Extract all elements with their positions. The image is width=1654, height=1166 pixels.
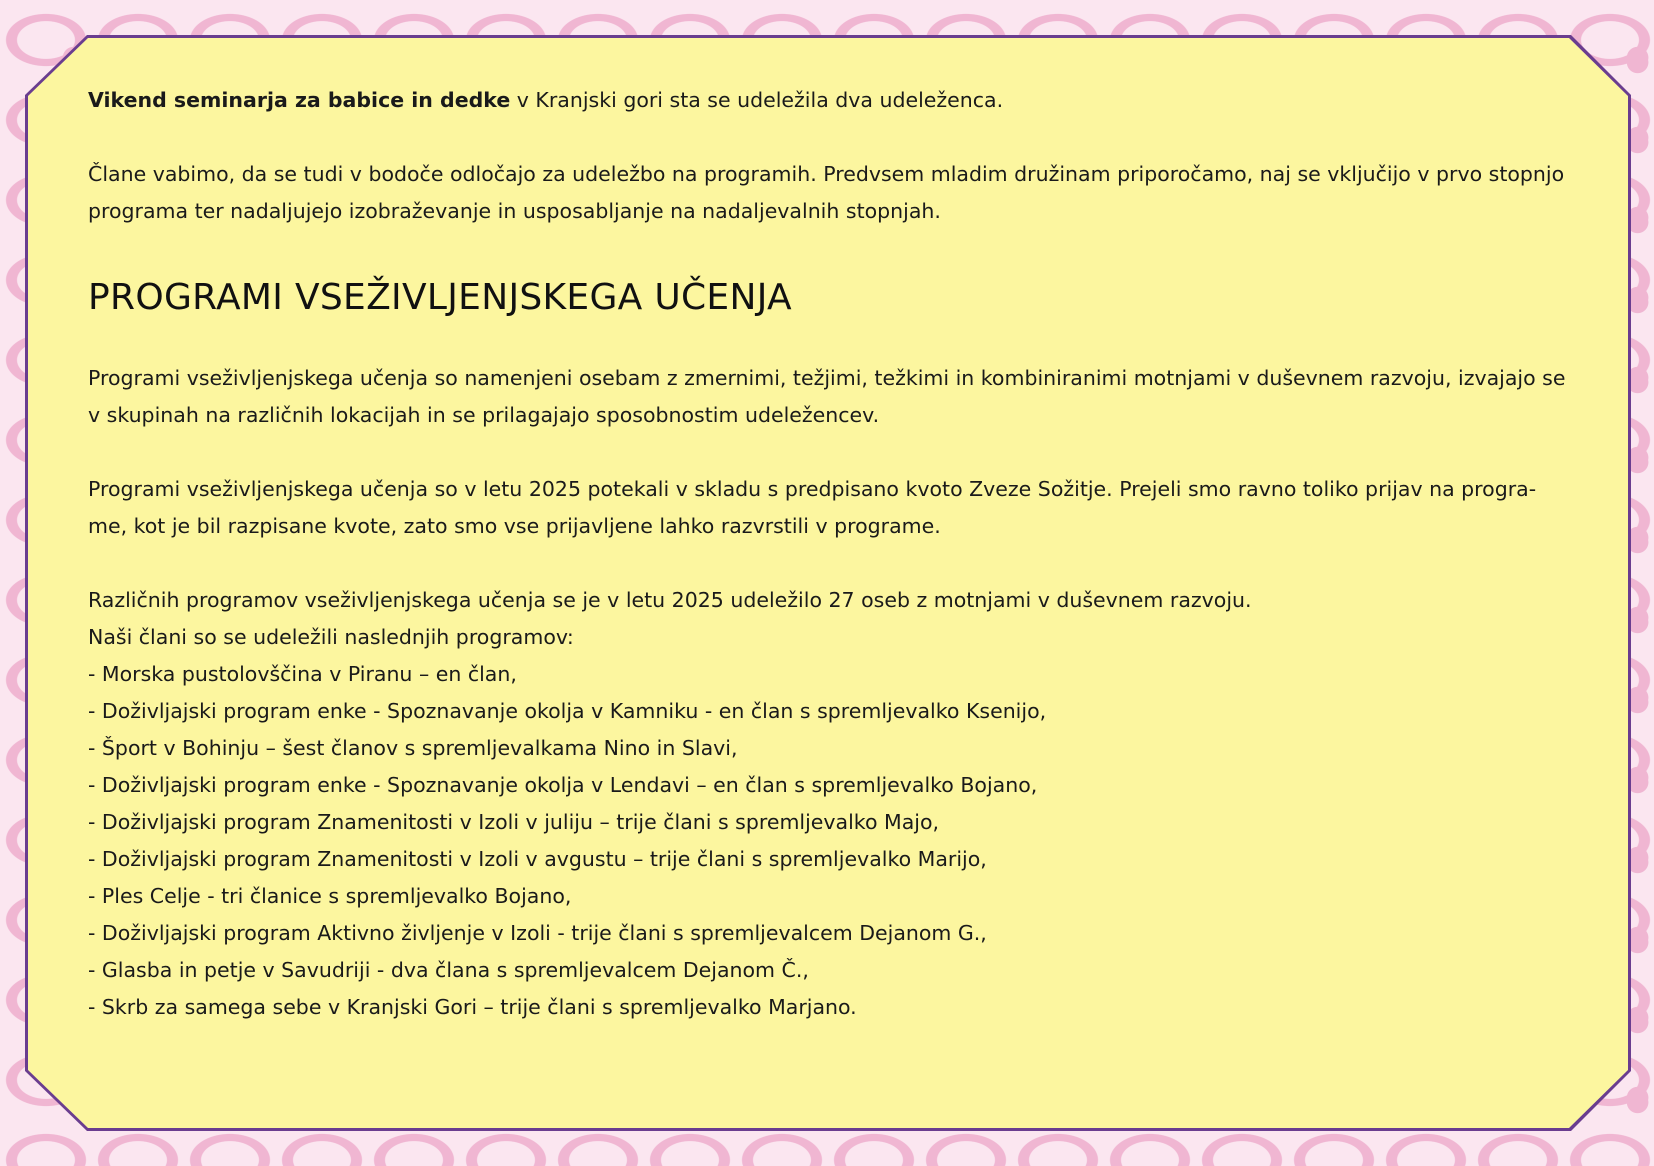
list-item: - Doživljajski program enke - Spoznavanje okolja v Kamniku - en član s spremljevalko Ksenijo, [88, 699, 1047, 723]
intro-paragraph [88, 82, 1570, 119]
section-heading: PROGRAMI VSEŽIVLJENJSKEGA UČENJA [88, 277, 792, 318]
list-intro: Naši člani so se udeležili naslednjih programov: [88, 625, 574, 649]
intro-text: v Kranjski gori sta se udeležila dva udeleženca. [510, 88, 1004, 112]
summary-line: Različnih programov vseživljenjskega učenja se je v letu 2025 udeležilo 27 oseb z motnjami v duševnem razvoju. [88, 588, 1252, 612]
list-item: - Ples Celje - tri članice s spremljevalko Bojano, [88, 884, 572, 908]
list-item: - Morska pustolovščina v Piranu – en član, [88, 662, 517, 686]
list-item: - Doživljajski program Znamenitosti v Izoli v juliju – trije člani s spremljevalko Majo, [88, 810, 940, 834]
quota-paragraph: Programi vseživljenjskega učenja so v letu 2025 potekali v skladu s predpisano kvoto Zveze Sožitje. Prejeli smo ravno toliko prijav na progra-me, kot je bil razpisane kvote, zato smo vse prijavljene lahko razvrstili v programe. [88, 477, 1537, 538]
list-item: - Doživljajski program Znamenitosti v Izoli v avgustu – trije člani s spremljevalko Marijo, [88, 847, 987, 871]
list-item: - Skrb za samega sebe v Kranjski Gori – trije člani s spremljevalko Marjano. [88, 995, 857, 1019]
list-item: - Šport v Bohinju – šest članov s spremljevalkama Nino in Slavi, [88, 736, 738, 760]
list-item: - Doživljajski program enke - Spoznavanje okolja v Lendavi – en član s spremljevalko Bojano, [88, 773, 1038, 797]
program-list [88, 656, 1570, 1026]
invite-paragraph: Člane vabimo, da se tudi v bodoče odločajo za udeležbo na programih. Predvsem mladim družinam priporočamo, naj se vključijo v prvo stopnjo programa ter nadaljujejo izobraževanje in usposabljanje na nadaljevalnih stopnjah. [88, 162, 1565, 223]
document-body [88, 82, 1570, 1026]
list-item: - Doživljajski program Aktivno življenje v Izoli - trije člani s spremljevalcem Dejanom G., [88, 921, 987, 945]
description-paragraph: Programi vseživljenjskega učenja so namenjeni osebam z zmernimi, težjimi, težkimi in kombiniranimi motnjami v duševnem razvoju, izvajajo se v skupinah na različnih lokacijah in se prilagajajo sposobnostim udeležencev. [88, 366, 1566, 427]
list-item: - Glasba in petje v Savudriji - dva člana s spremljevalcem Dejanom Č., [88, 958, 809, 982]
intro-bold: Vikend seminarja za babice in dedke [88, 88, 511, 112]
